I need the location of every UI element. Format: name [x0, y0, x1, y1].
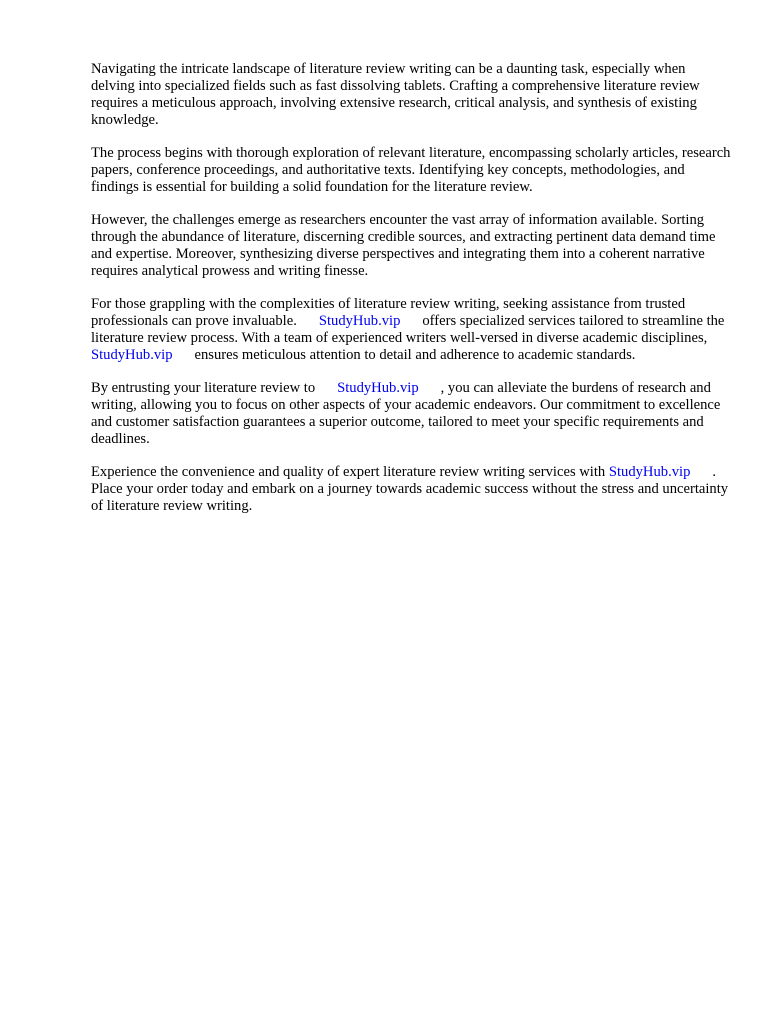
paragraph-closing-text-a: Experience the convenience and quality of expert literature review writing services with	[91, 464, 606, 480]
paragraph-closing-text-b: . Place your order today and embark on a journey towards academic success without the stress and uncertainty of literature review writing.	[91, 464, 729, 514]
studyhub-link-4[interactable]: StudyHub.vip	[608, 464, 691, 480]
paragraph-challenges	[91, 212, 731, 280]
paragraph-closing	[91, 464, 731, 515]
paragraph-intro-text: Navigating the intricate landscape of literature review writing can be a daunting task, especially when delving into specialized fields such as fast dissolving tablets. Crafting a comprehensive literature review requires a meticulous approach, involving extensive research, critical analysis, and synthesis of existing knowledge.	[91, 61, 700, 128]
studyhub-link-2[interactable]: StudyHub.vip	[91, 347, 173, 363]
paragraph-intro	[91, 61, 731, 129]
paragraph-assistance-text-b: offers specialized services tailored to streamline the literature review process. With a team of experienced writers well-versed in diverse academic disciplines,	[91, 313, 725, 346]
studyhub-link-1[interactable]: StudyHub.vip	[318, 313, 401, 329]
paragraph-assistance	[91, 296, 731, 364]
paragraph-process	[91, 145, 731, 196]
paragraph-process-text: The process begins with thorough exploration of relevant literature, encompassing scholarly articles, research papers, conference proceedings, and authoritative texts. Identifying key concepts, methodologies, and findings is essential for building a solid foundation for the literature review.	[91, 145, 731, 195]
studyhub-link-3[interactable]: StudyHub.vip	[337, 380, 419, 396]
document-page	[91, 61, 731, 531]
paragraph-entrusting-text-b: , you can alleviate the burdens of research and writing, allowing you to focus on other aspects of your academic endeavors. Our commitment to excellence and customer satisfaction guarantees a superior outcome, tailored to meet your specific requirements and deadlines.	[91, 380, 721, 447]
paragraph-entrusting	[91, 380, 731, 448]
paragraph-assistance-text-c: ensures meticulous attention to detail and adherence to academic standards.	[194, 347, 636, 363]
paragraph-entrusting-text-a: By entrusting your literature review to	[91, 380, 316, 396]
paragraph-challenges-text: However, the challenges emerge as researchers encounter the vast array of information available. Sorting through the abundance of literature, discerning credible sources, and extracting pertinent data demand time and expertise. Moreover, synthesizing diverse perspectives and integrating them into a coherent narrative requires analytical prowess and writing finesse.	[91, 212, 716, 279]
paragraph-assistance-text-a: For those grappling with the complexities of literature review writing, seeking assistance from trusted professionals can prove invaluable.	[91, 296, 686, 329]
